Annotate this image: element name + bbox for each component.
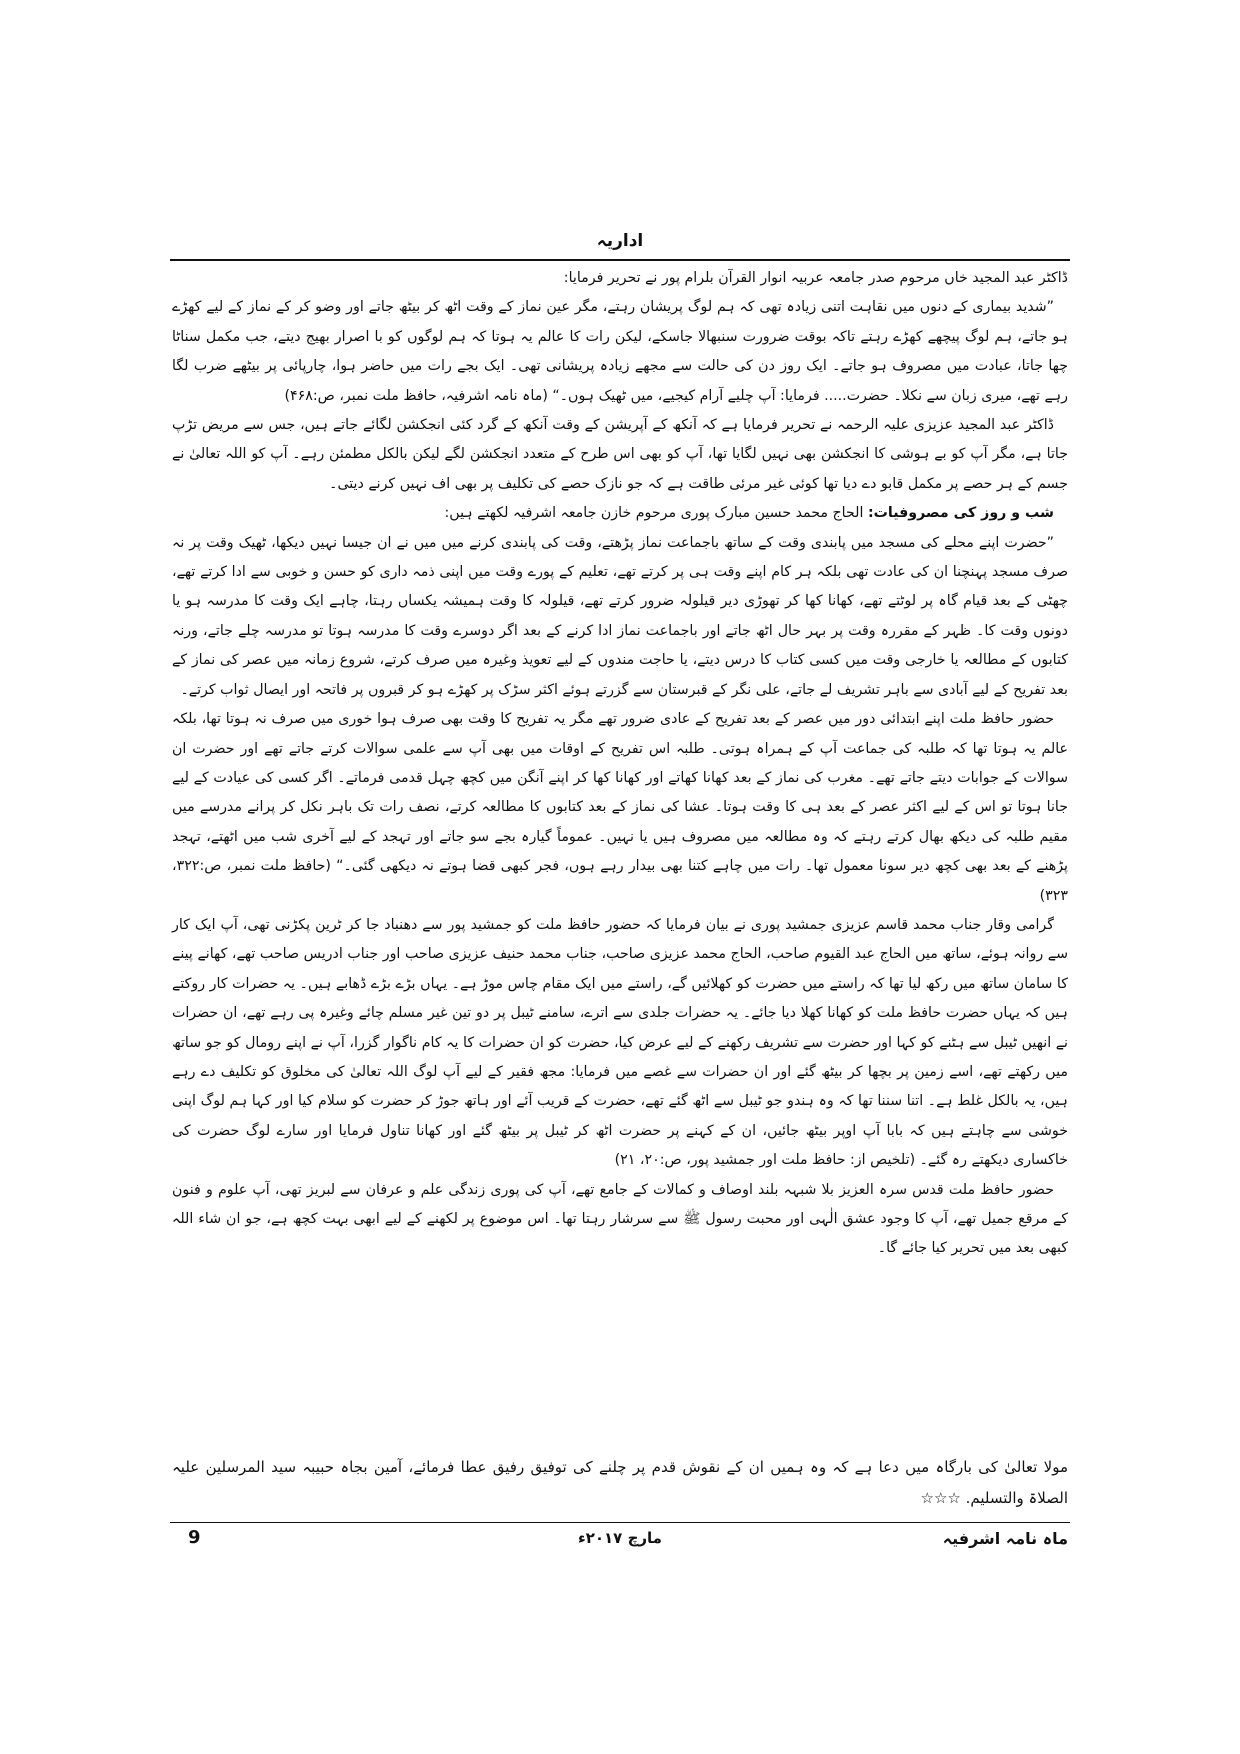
- paragraph-text: ڈاکٹر عبد المجید عزیزی علیہ الرحمہ نے تحریر فرمایا ہے کہ آنکھ کے آپریشن کے وقت آنکھ کے گرد کئی انجکشن لگائے جاتے ہیں، جس سے مریض تڑپ جاتا ہے، مگر آپ کو بے ہوشی کا انجکشن بھی نہیں لگایا تھا، آپ کو بھی اس طرح کے متعدد انجکشن لگے لیکن بالکل مطمئن رہے۔ آپ کو اللہ تعالیٰ نے جسم کے ہر حصے پر مکمل قابو دے دیا تھا کوئی غیر مرئی طاقت ہے کہ جو نازک حصے کی تکلیف پر بھی اف نہیں کرنے دیتی۔: [172, 417, 1068, 492]
- article-paragraph: [172, 911, 1068, 1176]
- paragraph-heading: شب و روز کی مصروفیات:: [867, 505, 1054, 522]
- paragraph-text: الحاج محمد حسین مبارک پوری مرحوم خازن جامعہ اشرفیہ لکھتے ہیں:: [444, 505, 868, 522]
- closing-text: مولا تعالیٰ کی بارگاہ میں دعا ہے کہ وہ ہمیں ان کے نقوش قدم پر چلنے کی توفیق رفیق عطا فرمائے، آمین بجاہ حبیبہ سید المرسلین علیہ الصلاۃ والتسلیم. ☆☆☆: [172, 1458, 1068, 1507]
- paragraph-text: گرامی وقار جناب محمد قاسم عزیزی جمشید پوری نے بیان فرمایا کہ حضور حافظ ملت کو جمشید پور سے دھنباد جا کر ٹرین پکڑنی تھی، آپ ایک کار سے روانہ ہوئے، ساتھ میں الحاج عبد القیوم صاحب، الحاج محمد عزیزی صاحب، جناب محمد حنیف عزیزی صاحب اور جناب ادریس صاحب تھے، کھانے پینے کا سامان ساتھ میں رکھ لیا تھا کہ راستے میں حضرت کو کھلائیں گے، راستے میں ایک مقام چاس موڑ ہے۔ یہاں بڑے بڑے ڈھابے ہیں۔ یہ حضرات کار روکتے ہیں کہ یہاں حضرت حافظ ملت کو کھانا کھلا دیا جائے۔ یہ حضرات جلدی سے اترے، سامنے ٹیبل پر دو تین غیر مسلم چائے وغیرہ پی رہے تھے، ان حضرات نے انھیں ٹیبل سے ہٹنے کو کہا اور حضرت سے تشریف رکھنے کے لیے عرض کیا، حضرت کو ان حضرات کا یہ کام ناگوار گزرا، آپ نے اپنے رومال کو جو ساتھ میں رکھتے تھے، اسے زمین پر بچھا کر بیٹھ گئے اور ان حضرات سے غصے میں فرمایا: مجھ فقیر کے لیے آپ لوگ اللہ تعالیٰ کی مخلوق کو تکلیف دے رہے ہیں، یہ بالکل غلط ہے۔ اتنا سننا تھا کہ وہ ہندو جو ٹیبل سے اٹھ گئے تھے، حضرت کے قریب آئے اور ہاتھ جوڑ کر حضرت کو سلام کیا اور کہا ہم لوگ اپنی خوشی سے چاہتے ہیں کہ بابا آپ اوپر بیٹھ جائیں، ان کے کہنے پر حضرت اٹھ کر ٹیبل پر بیٹھ گئے اور کھانا تناول فرمایا اور سارے لوگ حضرت کی خاکساری دیکھتے رہ گئے۔ (تلخیص از: حافظ ملت اور جمشید پور، ص:۲۰، ۲۱): [172, 916, 1068, 1169]
- page-number: 9: [188, 1527, 201, 1548]
- article-paragraph: [172, 529, 1068, 705]
- closing-prayer: [172, 1452, 1068, 1514]
- header-divider: [170, 259, 1070, 261]
- article-paragraph: [172, 293, 1068, 411]
- article-paragraph: [172, 411, 1068, 499]
- paragraph-text: ”شدید بیماری کے دنوں میں نقاہت اتنی زیادہ تھی کہ ہم لوگ پریشان رہتے، مگر عین نماز کے وقت اٹھ کر بیٹھ جاتے اور وضو کر کے نماز کے لیے کھڑے ہو جاتے، ہم لوگ پیچھے کھڑے رہتے تاکہ بوقت ضرورت سنبھالا جاسکے، لیکن رات کا عالم یہ ہوتا کہ ہم لوگوں کو با اصرار بھیج دیتے، جب مکمل سناٹا چھا جاتا، عبادت میں مصروف ہو جاتے۔ ایک روز دن کی حالت سے مجھے زیادہ پریشانی تھی۔ ایک بجے رات میں حاضر ہوا، چارپائی پر بیٹھے ضرب لگا رہے تھے، میری زبان سے نکلا۔ حضرت..... فرمایا: آپ چلیے آرام کیجیے، میں ٹھیک ہوں۔“ (ماہ نامہ اشرفیہ، حافظ ملت نمبر، ص:۴۶۸): [172, 299, 1068, 404]
- section-title: اداریہ: [596, 231, 644, 251]
- article-paragraph: [172, 264, 1068, 293]
- paragraph-text: ”حضرت اپنے محلے کی مسجد میں پابندی وقت کے ساتھ باجماعت نماز پڑھتے، وقت کی پابندی کرنے میں میں نے ان جیسا نہیں دیکھا، ٹھیک وقت پر نہ صرف مسجد پہنچنا ان کی عادت تھی بلکہ ہر کام اپنے وقت ہی پر کرتے تھے، تعلیم کے پورے وقت میں اپنی ذمہ داری کو حسن و خوبی سے ادا کرتے تھے، چھٹی کے بعد قیام گاہ پر لوٹتے تھے، کھانا کھا کر تھوڑی دیر قیلولہ ضرور کرتے تھے، قیلولہ کا وقت ہمیشہ یکساں رہتا، چاہے ایک وقت کا مدرسہ ہو یا دونوں وقت کا۔ ظہر کے مقررہ وقت پر بہر حال اٹھ جاتے اور باجماعت نماز ادا کرنے کے بعد اگر دوسرے وقت کا مدرسہ ہوتا تو مدرسہ چلے جاتے، ورنہ کتابوں کے مطالعہ یا خارجی وقت میں کسی کتاب کا درس دیتے، یا حاجت مندوں کے لیے تعویذ وغیرہ میں صرف کرتے، شروع زمانہ میں عصر کی نماز کے بعد تفریح کے لیے آبادی سے باہر تشریف لے جاتے، علی نگر کے قبرستان سے گزرتے ہوئے اکثر سڑک پر کھڑے ہو کر قبروں پر فاتحہ اور ایصال ثواب کرتے۔: [172, 534, 1068, 698]
- paragraph-text: ڈاکٹر عبد المجید خاں مرحوم صدر جامعہ عربیہ انوار القرآن بلرام پور نے تحریر فرمایا:: [563, 270, 1068, 286]
- page-footer: [172, 1527, 1068, 1557]
- paragraph-text: حضور حافظ ملت اپنے ابتدائی دور میں عصر کے بعد تفریح کے عادی ضرور تھے مگر یہ تفریح کا وقت بھی صرف ہوا خوری میں صرف نہ ہوتا تھا، بلکہ عالم یہ ہوتا تھا کہ طلبہ کی جماعت آپ کے ہمراہ ہوتی۔ طلبہ اس تفریح کے اوقات میں بھی آپ سے علمی سوالات کرتے جاتے تھے اور حضرت ان سوالات کے جوابات دیتے جاتے تھے۔ مغرب کی نماز کے بعد کھانا کھاتے اور کھانا کھا کر اپنے آنگن میں کچھ چہل قدمی فرماتے۔ اگر کسی کی عیادت کے لیے جانا ہوتا تو اس کے لیے اکثر عصر کے بعد ہی کا وقت ہوتا۔ عشا کی نماز کے بعد کتابوں کا مطالعہ کرتے، نصف رات تک باہر نکل کر پرانے مدرسے میں مقیم طلبہ کی دیکھ بھال کرتے رہتے کہ وہ مطالعہ میں مصروف ہیں یا نہیں۔ عموماً گیارہ بجے سو جاتے اور تہجد کے لیے آخری شب میں اٹھتے، تہجد پڑھنے کے بعد بھی کچھ دیر سونا معمول تھا۔ رات میں چاہے کتنا بھی بیدار رہے ہوں، فجر کبھی قضا ہوتے نہ دیکھی گئی۔“ (حافظ ملت نمبر، ص:۳۲۲، ۳۲۳): [172, 711, 1068, 904]
- article-paragraph: [172, 705, 1068, 911]
- article-paragraph: [172, 499, 1068, 528]
- paragraph-text: حضور حافظ ملت قدس سرہ العزیز بلا شبہہ بلند اوصاف و کمالات کے جامع تھے، آپ کی پوری زندگی علم و عرفان سے لبریز تھی، آپ علوم و فنون کے مرقع جمیل تھے، آپ کا وجود عشق الٰہی اور محبت رسول ﷺ سے سرشار رہتا تھا۔ اس موضوع پر لکھنے کے لیے ابھی بہت کچھ ہے، جو ان شاء اللہ کبھی بعد میں تحریر کیا جائے گا۔: [172, 1181, 1068, 1257]
- article-body: [172, 264, 1068, 1264]
- magazine-name: ماہ نامہ اشرفیہ: [942, 1529, 1068, 1548]
- issue-date: مارچ ۲۰۱۷ء: [578, 1529, 662, 1547]
- article-paragraph: [172, 1176, 1068, 1264]
- footer-divider: [170, 1522, 1070, 1523]
